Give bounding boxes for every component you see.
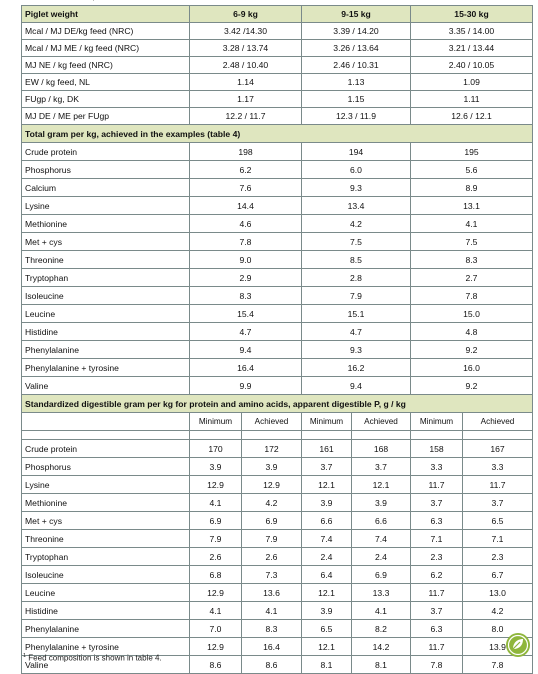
total-value-tryptophan-1: 2.8 [302,269,411,287]
digestible-value-valine-0: 8.6 [190,656,242,674]
digestible-value-isoleucine-1: 7.3 [242,566,302,584]
leaf-badge-icon [505,632,531,658]
nutrient-table [21,5,533,674]
spacer-cell [411,431,463,440]
digestible-value-lysine-4: 11.7 [411,476,463,494]
energy-value-ew-kg-feed-nl-0: 1.14 [190,74,302,91]
total-label-phenylalanine-tyrosine: Phenylalanine + tyrosine [22,359,190,377]
digestible-value-isoleucine-5: 6.7 [463,566,533,584]
digestible-value-crude-protein-1: 172 [242,440,302,458]
energy-value-ew-kg-feed-nl-2: 1.09 [411,74,533,91]
energy-value-mj-de-me-per-fugp-0: 12.2 / 11.7 [190,108,302,125]
total-label-valine: Valine [22,377,190,395]
digestible-row [22,602,533,620]
energy-value-ew-kg-feed-nl-1: 1.13 [302,74,411,91]
total-value-threonine-1: 8.5 [302,251,411,269]
digestible-value-leucine-3: 13.3 [352,584,411,602]
energy-label-mcal-mj-de-kg-feed-nrc: Mcal / MJ DE/kg feed (NRC) [22,23,190,40]
energy-value-fugp-kg-dk-0: 1.17 [190,91,302,108]
digestible-value-lysine-5: 11.7 [463,476,533,494]
total-label-isoleucine: Isoleucine [22,287,190,305]
total-value-calcium-2: 8.9 [411,179,533,197]
energy-value-mj-de-me-per-fugp-1: 12.3 / 11.9 [302,108,411,125]
digestible-value-tryptophan-1: 2.6 [242,548,302,566]
digestible-value-isoleucine-2: 6.4 [302,566,352,584]
energy-value-mcal-mj-me-kg-feed-nrc-2: 3.21 / 13.44 [411,40,533,57]
digestible-label-histidine: Histidine [22,602,190,620]
total-value-isoleucine-0: 8.3 [190,287,302,305]
digestible-value-phosphorus-4: 3.3 [411,458,463,476]
total-row [22,143,533,161]
digestible-value-leucine-5: 13.0 [463,584,533,602]
subheader-minimum-2: Minimum [302,413,352,431]
total-label-crude-protein: Crude protein [22,143,190,161]
digestible-value-methionine-5: 3.7 [463,494,533,512]
energy-label-mcal-mj-me-kg-feed-nrc: Mcal / MJ ME / kg feed (NRC) [22,40,190,57]
digestible-value-threonine-5: 7.1 [463,530,533,548]
digestible-value-methionine-3: 3.9 [352,494,411,512]
spacer-row [22,431,533,440]
digestible-label-valine: Valine [22,656,190,674]
digestible-value-histidine-3: 4.1 [352,602,411,620]
total-value-methionine-2: 4.1 [411,215,533,233]
total-value-histidine-2: 4.8 [411,323,533,341]
digestible-value-leucine-0: 12.9 [190,584,242,602]
digestible-value-valine-4: 7.8 [411,656,463,674]
spacer-cell [190,431,242,440]
total-section-title: Total gram per kg, achieved in the examples (table 4) [22,125,533,143]
total-value-histidine-1: 4.7 [302,323,411,341]
subheader-minimum-0: Minimum [190,413,242,431]
energy-value-fugp-kg-dk-1: 1.15 [302,91,411,108]
digestible-value-valine-5: 7.8 [463,656,533,674]
digestible-value-threonine-0: 7.9 [190,530,242,548]
digestible-value-isoleucine-0: 6.8 [190,566,242,584]
subheader-achieved-3: Achieved [352,413,411,431]
digestible-label-phenylalanine: Phenylalanine [22,620,190,638]
total-label-histidine: Histidine [22,323,190,341]
total-row [22,359,533,377]
total-value-met-cys-0: 7.8 [190,233,302,251]
total-row [22,269,533,287]
digestible-row [22,530,533,548]
total-label-phosphorus: Phosphorus [22,161,190,179]
footnote [23,653,162,663]
total-value-valine-0: 9.9 [190,377,302,395]
digestible-value-crude-protein-5: 167 [463,440,533,458]
digestible-value-phenylalanine-4: 6.3 [411,620,463,638]
subheader-minimum-4: Minimum [411,413,463,431]
digestible-value-phenylalanine-5: 8.0 [463,620,533,638]
total-value-lysine-2: 13.1 [411,197,533,215]
total-value-phenylalanine-tyrosine-1: 16.2 [302,359,411,377]
subheader-achieved-5: Achieved [463,413,533,431]
total-value-phenylalanine-0: 9.4 [190,341,302,359]
digestible-value-leucine-1: 13.6 [242,584,302,602]
digestible-value-isoleucine-3: 6.9 [352,566,411,584]
energy-value-mcal-mj-me-kg-feed-nrc-1: 3.26 / 13.64 [302,40,411,57]
energy-label-mj-de-me-per-fugp: MJ DE / ME per FUgp [22,108,190,125]
energy-value-mcal-mj-de-kg-feed-nrc-2: 3.35 / 14.00 [411,23,533,40]
digestible-section-title: Standardized digestible gram per kg for protein and amino acids, apparent digestible P, g / kg [22,395,533,413]
total-label-tryptophan: Tryptophan [22,269,190,287]
digestible-value-histidine-4: 3.7 [411,602,463,620]
total-value-leucine-0: 15.4 [190,305,302,323]
total-label-phenylalanine: Phenylalanine [22,341,190,359]
total-row [22,341,533,359]
total-value-met-cys-1: 7.5 [302,233,411,251]
total-value-phenylalanine-tyrosine-2: 16.0 [411,359,533,377]
digestible-value-lysine-1: 12.9 [242,476,302,494]
digestible-row [22,458,533,476]
total-row [22,305,533,323]
digestible-row [22,512,533,530]
total-value-threonine-2: 8.3 [411,251,533,269]
digestible-value-leucine-2: 12.1 [302,584,352,602]
spacer-cell [463,431,533,440]
total-value-phenylalanine-2: 9.2 [411,341,533,359]
total-value-phenylalanine-1: 9.3 [302,341,411,359]
energy-value-mcal-mj-de-kg-feed-nrc-1: 3.39 / 14.20 [302,23,411,40]
digestible-value-threonine-2: 7.4 [302,530,352,548]
digestible-value-valine-1: 8.6 [242,656,302,674]
digestible-value-methionine-0: 4.1 [190,494,242,512]
digestible-row [22,440,533,458]
digestible-label-phosphorus: Phosphorus [22,458,190,476]
digestible-label-leucine: Leucine [22,584,190,602]
total-row [22,215,533,233]
digestible-row [22,476,533,494]
energy-row [22,40,533,57]
digestible-value-met-cys-1: 6.9 [242,512,302,530]
total-row [22,323,533,341]
digestible-value-met-cys-5: 6.5 [463,512,533,530]
digestible-value-valine-3: 8.1 [352,656,411,674]
total-value-phosphorus-1: 6.0 [302,161,411,179]
digestible-value-methionine-4: 3.7 [411,494,463,512]
energy-row [22,23,533,40]
digestible-value-histidine-1: 4.1 [242,602,302,620]
total-row [22,197,533,215]
energy-value-mcal-mj-me-kg-feed-nrc-0: 3.28 / 13.74 [190,40,302,57]
total-value-lysine-1: 13.4 [302,197,411,215]
total-value-met-cys-2: 7.5 [411,233,533,251]
digestible-subheader-row [22,413,533,431]
digestible-value-crude-protein-4: 158 [411,440,463,458]
total-row [22,287,533,305]
total-value-phosphorus-2: 5.6 [411,161,533,179]
digestible-value-crude-protein-2: 161 [302,440,352,458]
total-value-crude-protein-2: 195 [411,143,533,161]
digestible-value-methionine-1: 4.2 [242,494,302,512]
digestible-value-tryptophan-2: 2.4 [302,548,352,566]
energy-value-mj-ne-kg-feed-nrc-0: 2.48 / 10.40 [190,57,302,74]
energy-label-fugp-kg-dk: FUgp / kg, DK [22,91,190,108]
digestible-label-met-cys: Met + cys [22,512,190,530]
digestible-label-lysine: Lysine [22,476,190,494]
total-value-tryptophan-0: 2.9 [190,269,302,287]
total-value-leucine-1: 15.1 [302,305,411,323]
total-value-histidine-0: 4.7 [190,323,302,341]
digestible-label-isoleucine: Isoleucine [22,566,190,584]
digestible-value-threonine-3: 7.4 [352,530,411,548]
total-label-met-cys: Met + cys [22,233,190,251]
spacer-cell [22,431,190,440]
digestible-value-phenylalanine-tyrosine-0: 12.9 [190,638,242,656]
energy-value-mj-ne-kg-feed-nrc-1: 2.46 / 10.31 [302,57,411,74]
weight-header-9-15: 9-15 kg [302,6,411,23]
digestible-value-tryptophan-4: 2.3 [411,548,463,566]
digestible-value-tryptophan-5: 2.3 [463,548,533,566]
digestible-value-phenylalanine-tyrosine-5: 13.9 [463,638,533,656]
digestible-section-header [22,395,533,413]
total-section-header [22,125,533,143]
total-value-methionine-0: 4.6 [190,215,302,233]
digestible-value-met-cys-4: 6.3 [411,512,463,530]
energy-label-ew-kg-feed-nl: EW / kg feed, NL [22,74,190,91]
digestible-value-methionine-2: 3.9 [302,494,352,512]
total-value-phenylalanine-tyrosine-0: 16.4 [190,359,302,377]
total-value-crude-protein-0: 198 [190,143,302,161]
total-value-calcium-1: 9.3 [302,179,411,197]
cut-off-caption-text [24,0,120,1]
total-value-phosphorus-0: 6.2 [190,161,302,179]
total-value-lysine-0: 14.4 [190,197,302,215]
total-row [22,251,533,269]
digestible-value-lysine-0: 12.9 [190,476,242,494]
digestible-value-crude-protein-0: 170 [190,440,242,458]
energy-value-mj-de-me-per-fugp-2: 12.6 / 12.1 [411,108,533,125]
digestible-label-phenylalanine-tyrosine: Phenylalanine + tyrosine [22,638,190,656]
digestible-value-threonine-4: 7.1 [411,530,463,548]
digestible-value-phenylalanine-3: 8.2 [352,620,411,638]
energy-value-mcal-mj-de-kg-feed-nrc-0: 3.42 /14.30 [190,23,302,40]
nutrient-table-body [22,6,533,674]
digestible-value-phenylalanine-tyrosine-1: 16.4 [242,638,302,656]
digestible-value-leucine-4: 11.7 [411,584,463,602]
footnote-mark: 1 [23,653,27,659]
total-value-valine-1: 9.4 [302,377,411,395]
energy-value-fugp-kg-dk-2: 1.11 [411,91,533,108]
digestible-value-phosphorus-2: 3.7 [302,458,352,476]
total-row [22,233,533,251]
energy-row [22,57,533,74]
digestible-label-crude-protein: Crude protein [22,440,190,458]
spacer-cell [352,431,411,440]
energy-row [22,108,533,125]
energy-value-mj-ne-kg-feed-nrc-2: 2.40 / 10.05 [411,57,533,74]
digestible-label-threonine: Threonine [22,530,190,548]
digestible-value-phenylalanine-1: 8.3 [242,620,302,638]
digestible-value-phenylalanine-0: 7.0 [190,620,242,638]
digestible-value-phosphorus-5: 3.3 [463,458,533,476]
digestible-row [22,620,533,638]
digestible-value-phenylalanine-tyrosine-2: 12.1 [302,638,352,656]
total-value-methionine-1: 4.2 [302,215,411,233]
digestible-value-tryptophan-0: 2.6 [190,548,242,566]
digestible-value-histidine-0: 4.1 [190,602,242,620]
total-label-threonine: Threonine [22,251,190,269]
total-value-calcium-0: 7.6 [190,179,302,197]
digestible-label-tryptophan: Tryptophan [22,548,190,566]
digestible-row [22,566,533,584]
energy-row [22,74,533,91]
total-row [22,377,533,395]
subheader-achieved-1: Achieved [242,413,302,431]
digestible-value-phenylalanine-tyrosine-4: 11.7 [411,638,463,656]
digestible-value-crude-protein-3: 168 [352,440,411,458]
digestible-value-lysine-2: 12.1 [302,476,352,494]
total-value-isoleucine-2: 7.8 [411,287,533,305]
weight-header-label: Piglet weight [22,6,190,23]
digestible-value-phosphorus-3: 3.7 [352,458,411,476]
digestible-value-phenylalanine-2: 6.5 [302,620,352,638]
total-label-calcium: Calcium [22,179,190,197]
digestible-value-histidine-2: 3.9 [302,602,352,620]
total-value-valine-2: 9.2 [411,377,533,395]
digestible-label-methionine: Methionine [22,494,190,512]
weight-header-row [22,6,533,23]
total-value-threonine-0: 9.0 [190,251,302,269]
digestible-value-met-cys-0: 6.9 [190,512,242,530]
total-label-leucine: Leucine [22,305,190,323]
energy-label-mj-ne-kg-feed-nrc: MJ NE / kg feed (NRC) [22,57,190,74]
energy-row [22,91,533,108]
total-value-tryptophan-2: 2.7 [411,269,533,287]
total-label-lysine: Lysine [22,197,190,215]
digestible-value-valine-2: 8.1 [302,656,352,674]
spacer-cell [302,431,352,440]
digestible-row [22,494,533,512]
nutrient-table-sheet [21,5,532,674]
digestible-value-histidine-5: 4.2 [463,602,533,620]
total-row [22,179,533,197]
total-value-isoleucine-1: 7.9 [302,287,411,305]
total-label-methionine: Methionine [22,215,190,233]
digestible-value-tryptophan-3: 2.4 [352,548,411,566]
total-value-leucine-2: 15.0 [411,305,533,323]
digestible-value-phenylalanine-tyrosine-3: 14.2 [352,638,411,656]
digestible-value-met-cys-2: 6.6 [302,512,352,530]
digestible-value-lysine-3: 12.1 [352,476,411,494]
digestible-value-threonine-1: 7.9 [242,530,302,548]
footnote-text: Feed composition is shown in table 4. [28,653,162,663]
digestible-row [22,548,533,566]
digestible-value-phosphorus-0: 3.9 [190,458,242,476]
digestible-value-phosphorus-1: 3.9 [242,458,302,476]
weight-header-6-9: 6-9 kg [190,6,302,23]
weight-header-15-30: 15-30 kg [411,6,533,23]
spacer-cell [242,431,302,440]
digestible-value-isoleucine-4: 6.2 [411,566,463,584]
total-row [22,161,533,179]
digestible-row [22,584,533,602]
subheader-blank [22,413,190,431]
total-value-crude-protein-1: 194 [302,143,411,161]
digestible-value-met-cys-3: 6.6 [352,512,411,530]
